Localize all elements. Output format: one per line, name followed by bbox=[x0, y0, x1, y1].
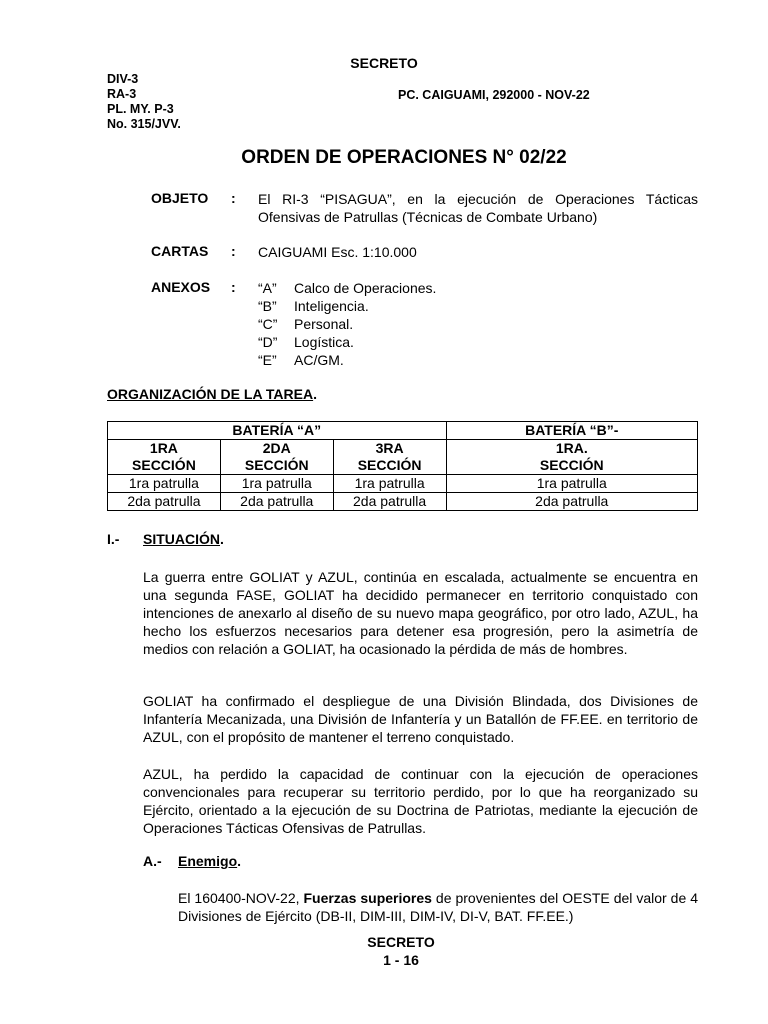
annex-key: “E” bbox=[258, 352, 277, 368]
classification-bottom: SECRETO bbox=[367, 934, 435, 950]
section-header-line: SECCIÓN bbox=[244, 457, 309, 473]
annex-text: AC/GM. bbox=[294, 352, 344, 368]
annex-item bbox=[258, 279, 436, 297]
annex-item bbox=[258, 315, 353, 333]
group-header-bateria-a: BATERÍA “A” bbox=[108, 422, 447, 440]
objeto-colon: : bbox=[231, 190, 236, 206]
section-header bbox=[446, 440, 697, 475]
section-number: I.- bbox=[107, 531, 120, 547]
annex-key: “C” bbox=[258, 316, 278, 332]
cartas-colon: : bbox=[231, 243, 236, 259]
table-cell: 2da patrulla bbox=[220, 493, 333, 511]
section-header-line: 3RA bbox=[375, 440, 404, 456]
ref-line: No. 315/JVV. bbox=[107, 117, 181, 131]
section-heading bbox=[143, 531, 224, 547]
paragraph: AZUL, ha perdido la capacidad de continuar con la ejecución de operaciones convencionales para recuperar su territorio perdido, por lo que ha reorganizado su Ejército, orientado a la ejecución de su Doctrina de Patriotas, mediante la ejecución de Operaciones Tácticas Ofensivas de Patrullas. bbox=[143, 766, 698, 836]
organization-heading-suffix: . bbox=[313, 386, 317, 402]
section-header bbox=[333, 440, 446, 475]
place-date: PC. CAIGUAMI, 292000 - NOV-22 bbox=[398, 88, 590, 102]
table-cell: 2da patrulla bbox=[108, 493, 221, 511]
section-title-suffix: . bbox=[220, 531, 224, 547]
paragraph: GOLIAT ha confirmado el despliegue de una División Blindada, dos Divisiones de Infantería Mecanizada, una División de Infantería y un Batallón de FF.EE. en territorio de AZUL, con el propósito de mantener el terreno conquistado. bbox=[143, 693, 698, 745]
table-cell: 1ra patrulla bbox=[108, 475, 221, 493]
table-cell: 1ra patrulla bbox=[220, 475, 333, 493]
table-cell: 2da patrulla bbox=[446, 493, 697, 511]
annex-item bbox=[258, 333, 354, 351]
annex-item bbox=[258, 297, 369, 315]
paragraph: La guerra entre GOLIAT y AZUL, continúa en escalada, actualmente se encuentra en una segunda FASE, GOLIAT ha decidido permanecer en territorio conquistado con intenciones de anexarlo al diseño de su nuevo mapa geográfico, por otro lado, AZUL, ha hecho los esfuerzos necesarios para detener esa progresión, pero la asimetría de medios con relación a GOLIAT, ha ocasionado la pérdida de más de hombres. bbox=[143, 569, 698, 657]
section-header-line: 1RA. bbox=[555, 440, 588, 456]
paragraph-text: El 160400-NOV-22, bbox=[178, 890, 304, 906]
group-header-bateria-b: BATERÍA “B”- bbox=[446, 422, 697, 440]
subsection-title: Enemigo bbox=[178, 853, 238, 869]
organization-heading-text: ORGANIZACIÓN DE LA TAREA bbox=[107, 386, 314, 402]
subsection-title-suffix: . bbox=[237, 853, 242, 869]
subsection-heading bbox=[178, 853, 241, 869]
ref-line: PL. MY. P-3 bbox=[107, 102, 174, 116]
annex-text: Inteligencia. bbox=[294, 298, 369, 314]
table-cell: 1ra patrulla bbox=[446, 475, 697, 493]
reference-block bbox=[107, 72, 181, 132]
table-row bbox=[108, 493, 698, 511]
subsection-number: A.- bbox=[143, 853, 162, 869]
annex-text: Calco de Operaciones. bbox=[294, 280, 437, 296]
paragraph-emphasis: Fuerzas superiores bbox=[303, 890, 432, 906]
section-header-line: SECCIÓN bbox=[357, 457, 422, 473]
classification-top: SECRETO bbox=[350, 55, 418, 71]
section-header-line: 2DA bbox=[262, 440, 291, 456]
paragraph bbox=[178, 889, 698, 925]
document-title: ORDEN DE OPERACIONES N° 02/22 bbox=[241, 147, 567, 168]
annex-item bbox=[258, 351, 344, 369]
section-header bbox=[108, 440, 221, 475]
section-header bbox=[220, 440, 333, 475]
annex-key: “B” bbox=[258, 298, 277, 314]
table-row bbox=[108, 475, 698, 493]
section-title: SITUACIÓN bbox=[143, 531, 220, 547]
organization-table bbox=[107, 421, 698, 511]
anexos-colon: : bbox=[231, 279, 236, 295]
ref-line: RA-3 bbox=[107, 87, 137, 101]
section-header-line: SECCIÓN bbox=[132, 457, 196, 473]
table-cell: 2da patrulla bbox=[333, 493, 446, 511]
cartas-label: CARTAS bbox=[151, 243, 209, 259]
anexos-label: ANEXOS bbox=[151, 279, 211, 295]
section-header-line: SECCIÓN bbox=[539, 457, 604, 473]
page-number: 1 - 16 bbox=[383, 952, 419, 968]
section-header-line: 1RA bbox=[149, 440, 178, 456]
paragraph-text: de provenientes del OESTE del valor de 4 Divisiones de Ejército (DB-II, DIM-III, DIM-IV, DI-V, BAT. FF.EE.) bbox=[178, 890, 699, 924]
annex-text: Logística. bbox=[294, 334, 354, 350]
annex-text: Personal. bbox=[294, 316, 354, 332]
ref-line: DIV-3 bbox=[107, 72, 139, 86]
annex-key: “D” bbox=[258, 334, 278, 350]
table-row bbox=[108, 422, 698, 440]
cartas-text: CAIGUAMI Esc. 1:10.000 bbox=[258, 244, 417, 260]
objeto-text: El RI-3 “PISAGUA”, en la ejecución de Operaciones Tácticas Ofensivas de Patrullas (Técnicas de Combate Urbano) bbox=[258, 191, 698, 225]
objeto-label: OBJETO bbox=[151, 190, 209, 206]
table-row bbox=[108, 440, 698, 475]
table-cell: 1ra patrulla bbox=[333, 475, 446, 493]
organization-heading bbox=[107, 386, 317, 402]
annex-key: “A” bbox=[258, 280, 277, 296]
